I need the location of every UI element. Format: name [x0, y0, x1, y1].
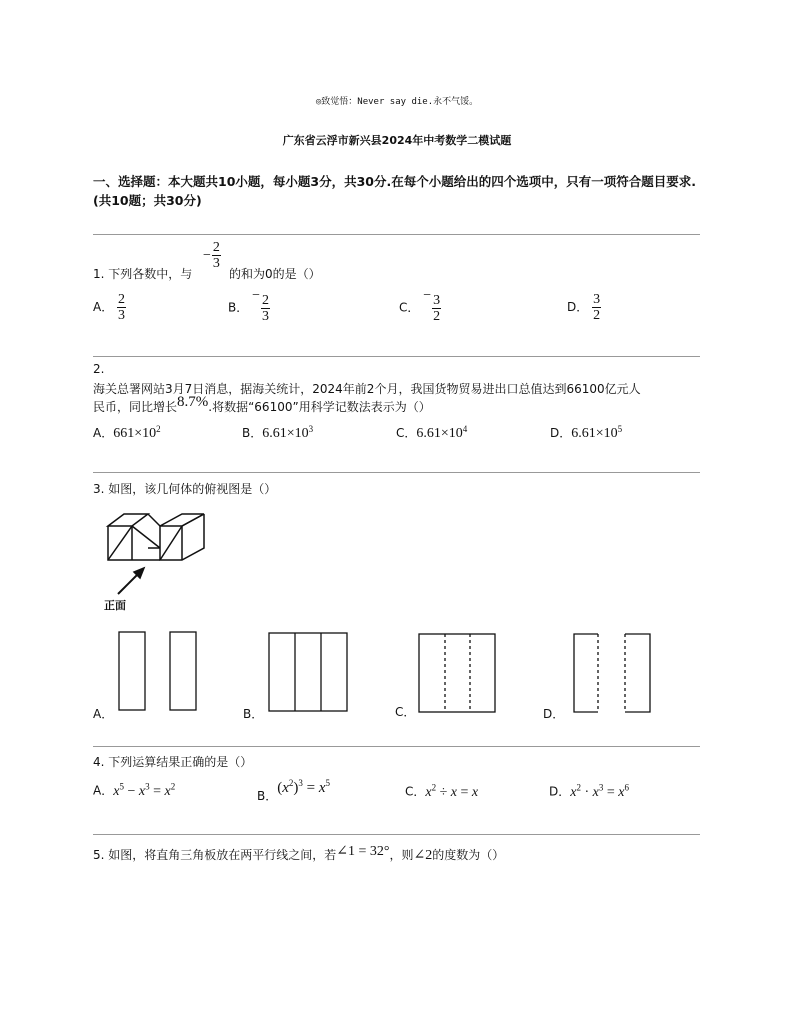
q4-option-c[interactable]	[405, 782, 478, 801]
q1-given-fraction: − $\frac{2}{3}$	[203, 240, 220, 271]
q3-option-d-figure[interactable]	[570, 630, 655, 716]
frac-num: 2	[261, 292, 269, 308]
divider	[93, 234, 700, 235]
rect-left-solid	[574, 634, 598, 712]
divider	[93, 356, 700, 357]
q3-option-a-figure[interactable]	[115, 630, 200, 714]
q2-option-a[interactable]	[93, 424, 161, 442]
q2-number: 2.	[93, 362, 105, 376]
figure-edge	[148, 514, 160, 526]
q5-angle-1: ∠1 = 32°	[336, 844, 390, 859]
sci-base: 6.61×10	[262, 426, 309, 441]
q3-option-c-label[interactable]: C．	[395, 705, 416, 719]
q2-option-d[interactable]	[550, 424, 622, 442]
q2-line-2b: .将数据“66100”用科学记数法表示为（）	[208, 400, 431, 414]
figure-left-top	[108, 514, 148, 526]
q1-option-a[interactable]	[93, 288, 126, 323]
option-label: B．	[242, 426, 263, 440]
option-label: D．	[549, 784, 571, 799]
q3-option-b-label[interactable]: B．	[243, 707, 264, 721]
q1-option-b[interactable]	[228, 288, 270, 324]
option-label: C．	[396, 426, 417, 440]
rect-right-solid	[625, 634, 650, 712]
q1-option-c[interactable]	[399, 288, 441, 324]
q4-option-a[interactable]	[93, 781, 175, 800]
option-label: C．	[405, 784, 426, 799]
q4-expr-d: $x^2 \cdot x^3 = x^6$	[570, 782, 629, 800]
q5-suffix: 的度数为（）	[432, 848, 505, 862]
sci-exp: 3	[308, 424, 314, 434]
q2-line-2a: 民币，同比增长	[93, 400, 178, 414]
q3-option-c-figure[interactable]	[415, 630, 500, 716]
divider	[93, 746, 700, 747]
q1-frac-den: 3	[212, 256, 220, 271]
q5-prefix: 5. 如图，将直角三角板放在两平行线之间，若	[93, 848, 337, 862]
question-5	[93, 846, 504, 864]
sci-base: 6.61×10	[416, 426, 463, 441]
frac-num: 2	[118, 292, 126, 307]
divider	[93, 472, 700, 473]
option-label: A．	[93, 300, 114, 314]
sci-base: 661×10	[113, 426, 157, 441]
outer-rect	[419, 634, 495, 712]
figure-right-top	[160, 514, 204, 526]
sci-exp: 5	[617, 424, 623, 434]
q4-expr-a: $x^5 - x^3 = x^2$	[113, 781, 176, 799]
rect-right	[170, 632, 196, 710]
page-title: 广东省云浮市新兴县2024年中考数学二模试题	[282, 134, 512, 147]
q3-text: 3. 如图，该几何体的俯视图是（）	[93, 482, 277, 496]
q1-prefix: 1. 下列各数中，与	[93, 267, 193, 281]
divider	[93, 834, 700, 835]
figure-slant	[132, 526, 160, 548]
q4-text: 4. 下列运算结果正确的是（）	[93, 755, 253, 769]
figure-diagonal	[160, 526, 182, 560]
q2-option-c[interactable]	[396, 424, 467, 442]
q4-option-d[interactable]	[549, 782, 629, 801]
sci-base: 6.61×10	[571, 426, 618, 441]
frac-den: 2	[593, 308, 601, 323]
minus-sign: −	[252, 288, 260, 303]
q2-line-2	[93, 394, 431, 416]
option-label: D．	[567, 300, 589, 314]
minus-sign: −	[423, 288, 432, 303]
option-label: C．	[399, 300, 420, 315]
q3-option-a-label[interactable]: A．	[93, 707, 114, 721]
q5-angle-2: ∠2	[413, 848, 433, 863]
q1-option-d[interactable]	[567, 288, 601, 323]
figure-diagonal	[108, 526, 132, 560]
option-label: B．	[257, 789, 278, 803]
q2-percent: 8.7%	[177, 394, 209, 410]
frac-den: 3	[118, 308, 126, 323]
frac-num: 3	[593, 292, 601, 307]
q4-expr-b: $(x^2)^3 = x^5$	[277, 778, 331, 796]
q1-frac-num: 2	[212, 240, 220, 255]
rect-left	[119, 632, 145, 710]
sci-exp: 4	[462, 424, 468, 434]
q4-expr-c: $x^2 \div x = x$	[425, 782, 479, 800]
frac-den: 3	[261, 308, 269, 324]
q4-option-b[interactable]	[257, 778, 331, 803]
frac-den: 2	[433, 308, 441, 324]
q3-option-d-label[interactable]: D．	[543, 707, 565, 721]
option-label: A．	[93, 426, 114, 440]
q2-option-b[interactable]	[242, 424, 313, 442]
option-label: A．	[93, 783, 114, 798]
figure-edge	[182, 514, 204, 526]
option-label: B．	[228, 300, 249, 315]
outer-rect	[269, 633, 347, 711]
sci-exp: 2	[156, 424, 161, 434]
q1-suffix: 的和为0的是（）	[229, 267, 321, 281]
section-heading: 一、选择题：本大题共10小题，每小题3分，共30分.在每个小题给出的四个选项中，只有一项符合题目要求.(共10题；共30分)	[93, 174, 696, 208]
q2-line-1: 海关总署网站3月7日消息，据海关统计，2024年前2个月，我国货物贸易进出口总值达到66100亿元人	[93, 382, 641, 396]
q3-option-b-figure[interactable]	[265, 630, 350, 714]
front-label: 正面	[104, 599, 126, 612]
motto: ◎致觉悟：Never say die.永不气馁。	[315, 97, 479, 107]
option-label: D．	[550, 426, 572, 440]
q5-middle: ，则	[389, 848, 414, 862]
frac-num: 3	[433, 292, 441, 308]
